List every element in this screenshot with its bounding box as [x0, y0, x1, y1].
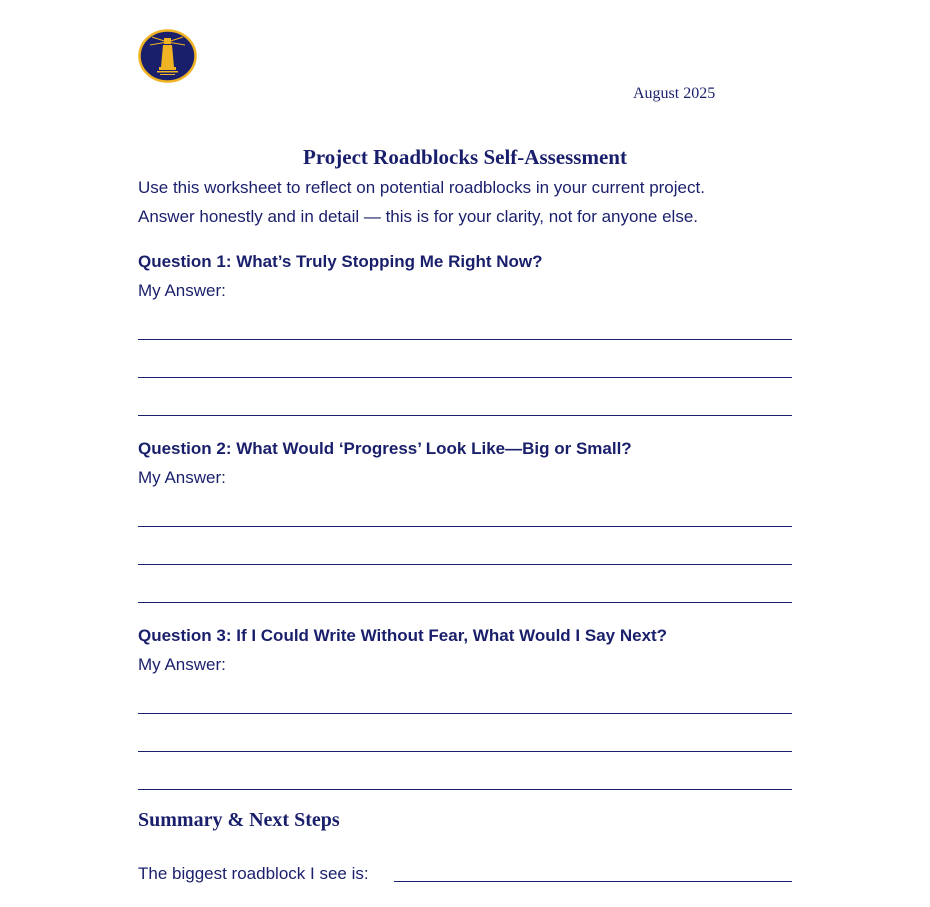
- summary-heading: Summary & Next Steps: [138, 809, 340, 831]
- roadblock-answer-line[interactable]: [394, 881, 792, 882]
- question-3-answer-line-3[interactable]: [138, 789, 792, 790]
- question-3-answer-line-2[interactable]: [138, 751, 792, 752]
- question-3-answer-line-1[interactable]: [138, 713, 792, 714]
- date: August 2025: [633, 85, 716, 102]
- question-1-answer-line-3[interactable]: [138, 415, 792, 416]
- question-2-answer-label: My Answer:: [138, 468, 226, 487]
- lighthouse-icon: [138, 29, 197, 83]
- question-1-title: Question 1: What’s Truly Stopping Me Right Now?: [138, 252, 543, 271]
- question-2-title: Question 2: What Would ‘Progress’ Look Like—Big or Small?: [138, 439, 632, 458]
- question-2-answer-line-3[interactable]: [138, 602, 792, 603]
- intro-line-2: Answer honestly and in detail — this is for your clarity, not for anyone else.: [138, 207, 699, 226]
- page-title: Project Roadblocks Self-Assessment: [303, 145, 627, 169]
- question-3-answer-label: My Answer:: [138, 655, 226, 674]
- question-3-title: Question 3: If I Could Write Without Fear, What Would I Say Next?: [138, 626, 668, 645]
- question-2-answer-line-2[interactable]: [138, 564, 792, 565]
- intro-line-1: Use this worksheet to reflect on potential roadblocks in your current project.: [138, 178, 705, 197]
- logo: [138, 29, 197, 83]
- question-1-answer-label: My Answer:: [138, 281, 226, 300]
- question-1-answer-line-2[interactable]: [138, 377, 792, 378]
- roadblock-label: The biggest roadblock I see is:: [138, 864, 369, 883]
- question-1-answer-line-1[interactable]: [138, 339, 792, 340]
- question-2-answer-line-1[interactable]: [138, 526, 792, 527]
